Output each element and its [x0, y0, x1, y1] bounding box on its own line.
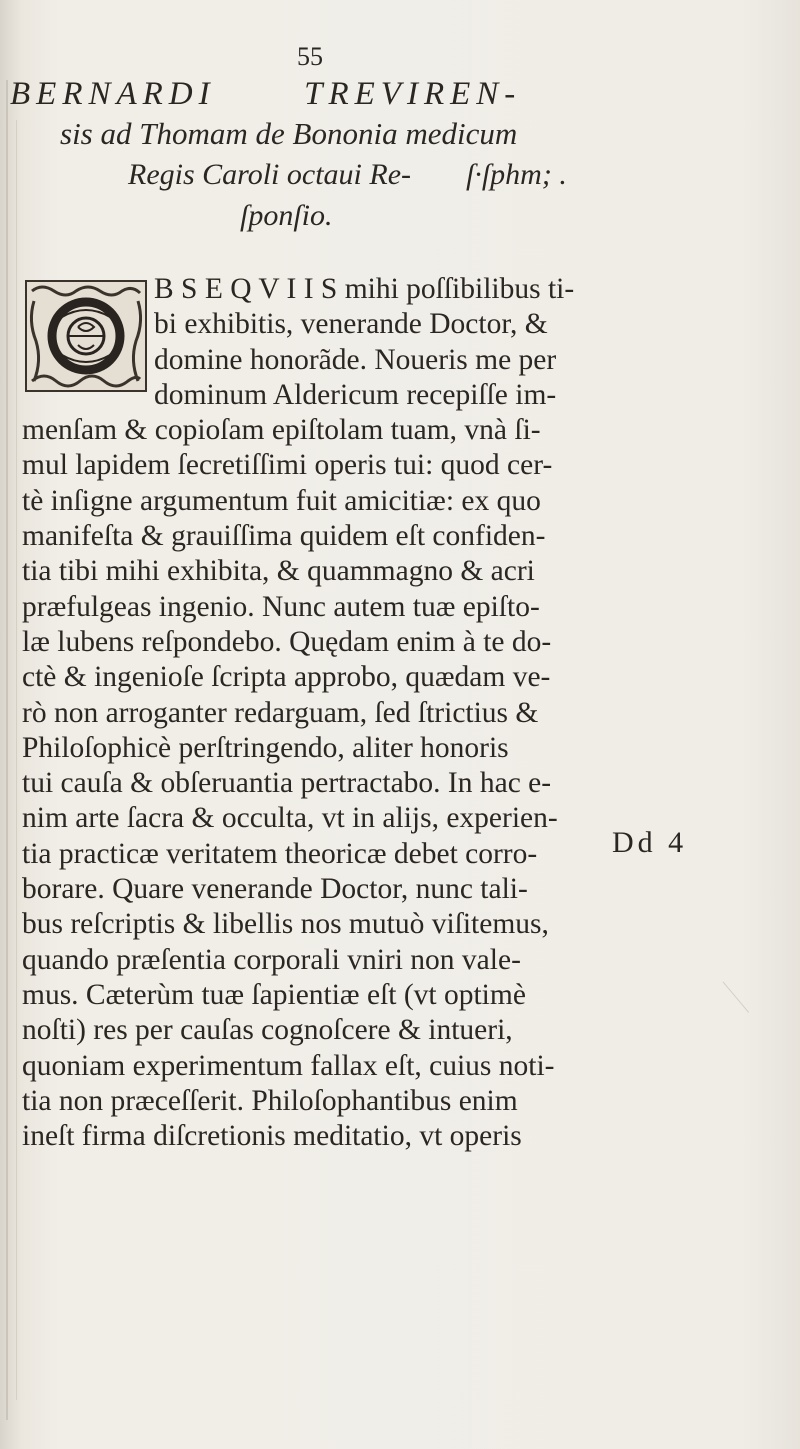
- text-line: borare. Quare venerande Doctor, nunc tali-: [22, 873, 528, 906]
- text-line: noſti) res per cauſas cognoſcere & intueri,: [22, 1014, 513, 1047]
- body-text: [22, 272, 732, 1154]
- text-line: domine honorãde. Noueris me per: [154, 343, 557, 376]
- chapter-heading: [10, 74, 770, 236]
- page-gutter-line: [16, 120, 17, 1400]
- text-line: nim arte ſacra & occulta, vt in alijs, experien-: [22, 802, 558, 835]
- text-line: mus. Cæterùm tuæ ſapientiæ eſt (vt optimè: [22, 978, 526, 1011]
- heading-line-3-text: Regis Caroli octaui Re-: [128, 158, 412, 191]
- heading-line-4: ſponſio.: [240, 199, 333, 232]
- text-line: bus reſcriptis & libellis nos mutuò viſitemus,: [22, 908, 549, 941]
- text-line: præfulgeas ingenio. Nunc autem tuæ epiſto-: [22, 590, 540, 623]
- text-line: B S E Q V I I S mihi poſſibilibus ti-: [154, 273, 575, 305]
- text-line: ineſt firma diſcretionis meditatio, vt operis: [22, 1120, 522, 1153]
- text-line: tè inſigne argumentum fuit amicitiæ: ex quo: [22, 484, 541, 517]
- text-line: tui cauſa & obſeruantia pertractabo. In hac e-: [22, 767, 552, 800]
- text-line: menſam & copioſam epiſtolam tuam, vnà ſi-: [22, 414, 541, 447]
- heading-line-1: [10, 74, 770, 114]
- text-line: quoniam experimentum fallax eſt, cuius noti-: [22, 1049, 555, 1082]
- text-line: ctè & ingenioſe ſcripta approbo, quædam ve-: [22, 661, 551, 694]
- text-line: manifeſta & grauiſſima quidem eſt confiden-: [22, 520, 546, 553]
- page-number: 55: [297, 42, 323, 71]
- signature-catchword: Dd 4: [612, 826, 688, 859]
- text-line: dominum Aldericum recepiſſe im-: [154, 378, 557, 411]
- heading-line-3-suffix: ſ·ſphm; .: [466, 158, 567, 191]
- page-gutter-shadow: [6, 80, 8, 1420]
- text-line: Philoſophicè perſtringendo, aliter honoris: [22, 731, 509, 764]
- text-line: læ lubens reſpondebo. Quędam enim à te do-: [22, 625, 552, 658]
- heading-author: BERNARDI: [10, 76, 216, 112]
- text-line: tia tibi mihi exhibita, & quammagno & acri: [22, 555, 535, 588]
- text-line: tia practicæ veritatem theoricæ debet corro-: [22, 837, 538, 870]
- text-line: rò non arroganter redarguam, ſed ſtrictius &: [22, 696, 539, 729]
- heading-line-3: [10, 154, 770, 196]
- heading-line-2: sis ad Thomam de Bononia medicum: [60, 116, 518, 151]
- text-line: bi exhibitis, venerande Doctor, &: [154, 308, 548, 341]
- text-line: mul lapidem ſecretiſſimi operis tui: quod cer-: [22, 449, 553, 482]
- text-line: quando præſentia corporali vniri non vale-: [22, 943, 521, 976]
- text-line: tia non præceſſerit. Philoſophantibus enim: [22, 1084, 518, 1117]
- heading-author-city: TREVIREN-: [304, 76, 522, 112]
